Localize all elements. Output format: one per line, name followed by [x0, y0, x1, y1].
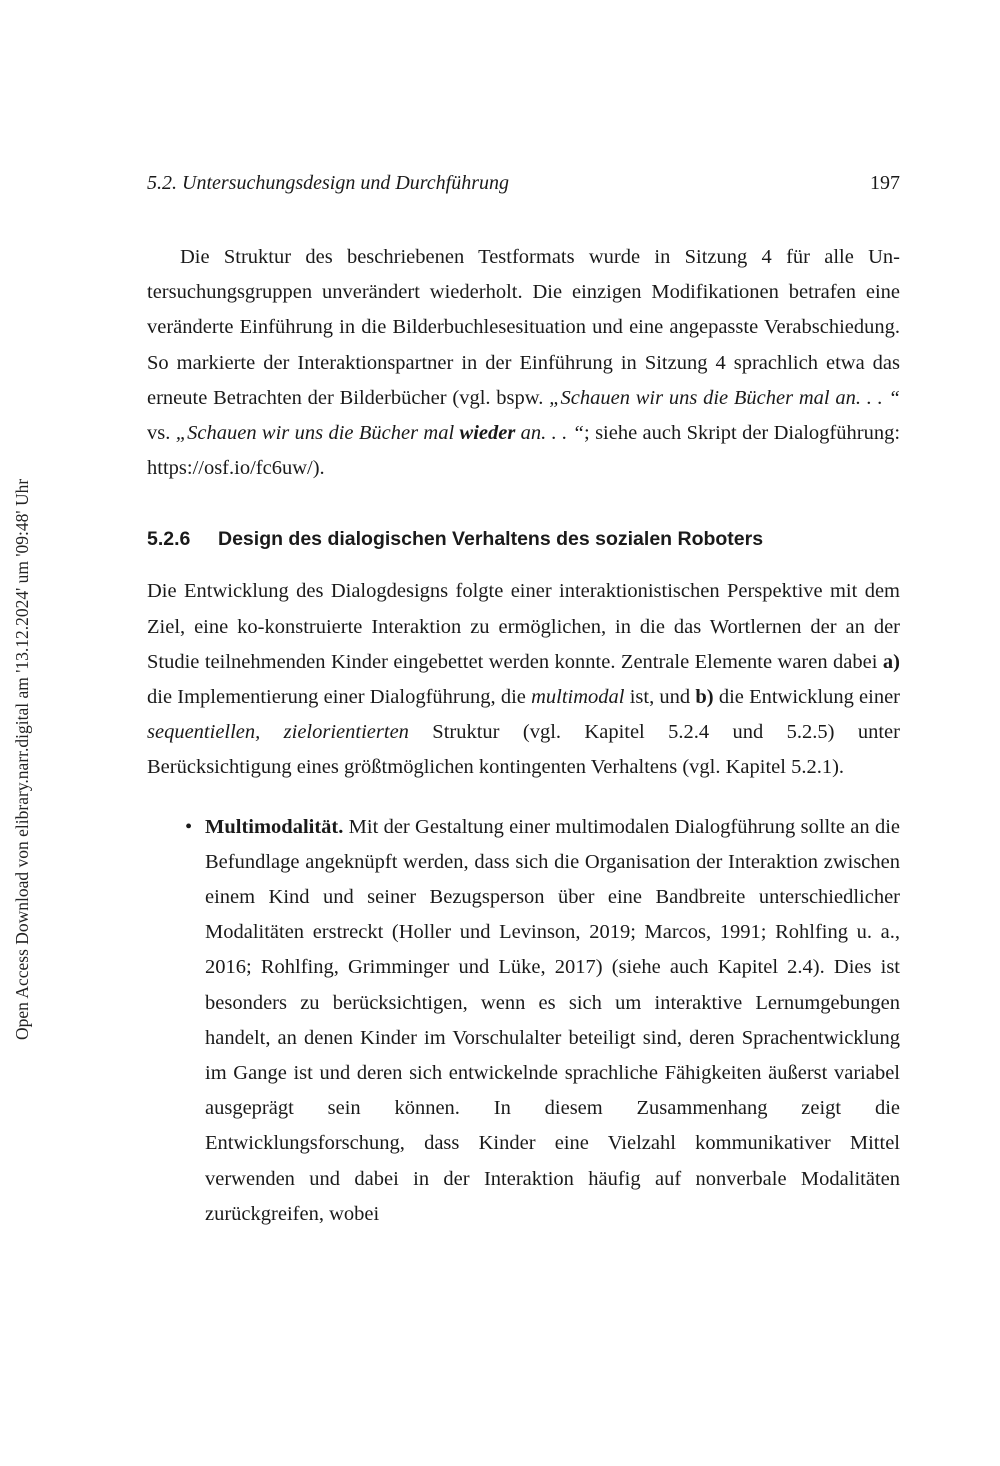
- enum-label-a: a): [882, 650, 900, 673]
- section-number: 5.2.6: [147, 528, 191, 551]
- paragraph-text: ist, und: [624, 686, 696, 709]
- running-title: 5.2. Untersuchungsdesign und Durchführung: [147, 172, 510, 194]
- bullet-list: [147, 810, 900, 1232]
- section-title: Design des dialogischen Verhaltens des sozialen Roboters: [218, 528, 764, 551]
- quote-example: „Schauen wir uns die Bücher mal: [175, 422, 460, 445]
- paragraph-text: vs.: [147, 422, 176, 445]
- emphasis-term: sequentiellen, zielorientierten: [147, 721, 409, 744]
- emphasis-term: multimodal: [531, 686, 625, 709]
- download-watermark: Open Access Download von elibrary.narr.digital am '13.12.2024' um '09:48' Uhr: [12, 478, 32, 1040]
- bullet-marker: •: [185, 815, 193, 838]
- page-number: 197: [870, 172, 900, 194]
- paragraph-text: Struktur (vgl. Kapitel 5.2.4 und 5.2.5) unter Berücksichtigung eines größtmöglichen kontingenten Verhaltens (vgl. Kapitel 5.2.1).: [147, 721, 900, 779]
- section-heading: [147, 524, 900, 554]
- running-header: [147, 168, 900, 198]
- paragraph-testformat: [147, 240, 900, 486]
- quote-example: an. . . “: [515, 422, 585, 445]
- paragraph-text: Die Entwicklung des Dialogdesigns folgte einer interaktionistischen Perspektive mit dem Ziel, eine ko-konstruierte Interaktion zu ermöglichen, in die das Wortlernen der an der Studie teilnehmenden Kinder eingebettet werden konnte. Zentrale Elemente waren dabei: [147, 580, 900, 673]
- paragraph-text: ; siehe auch Skript der Dialogführung: https://osf.io/fc6uw/).: [147, 422, 901, 480]
- paragraph-text: Die Struktur des beschriebenen Testformats wurde in Sitzung 4 für alle Untersuchungsgruppen unverändert wiederholt. Die einzigen Modifikationen betrafen eine veränderte Einführung in die Bilderbuchlesesituation und eine angepasste Verabschiedung. So markierte der Interaktionspartner in der Einführung in Sitzung 4 sprachlich etwa das erneute Betrachten der Bilderbücher (vgl. bspw.: [147, 246, 900, 409]
- paragraph-dialogdesign: [147, 574, 900, 785]
- page-body: [147, 240, 900, 1232]
- paragraph-text: die Implementierung einer Dialogführung, die: [147, 686, 532, 709]
- quote-example: „Schauen wir uns die Bücher mal an. . . “: [549, 386, 900, 409]
- list-item: [147, 810, 900, 1232]
- paragraph-text: die Entwicklung einer: [713, 686, 901, 709]
- bullet-text: Mit der Gestaltung einer multimodalen Dialogführung sollte an die Befundlage angeknüpft werden, dass sich die Organisation der Interaktion zwischen einem Kind und seiner Bezugsperson über eine Bandbreite unterschiedlicher Modalitäten erstreckt (Holler und Levinson, 2019; Marcos, 1991; Rohlfing u. a., 2016; Rohlfing, Grimminger und Lüke, 2017) (siehe auch Kapitel 2.4). Dies ist besonders zu berücksichtigen, wenn es sich um interaktive Lernumgebungen handelt, an denen Kinder im Vorschulalter beteiligt sind, deren Sprachentwicklung im Gange ist und deren sich entwickelnde sprachliche Fähigkeiten äußerst variabel ausgeprägt sein können. In diesem Zusammenhang zeigt die Entwicklungsforschung, dass Kinder eine Vielzahl kommunikativer Mittel verwenden und dabei in der Interaktion häufig auf nonverbale Modalitäten zurückgreifen, wobei: [205, 815, 900, 1225]
- bullet-label: Multimodalität.: [205, 815, 344, 838]
- enum-label-b: b): [695, 686, 714, 709]
- emphasis-word: wieder: [459, 422, 516, 445]
